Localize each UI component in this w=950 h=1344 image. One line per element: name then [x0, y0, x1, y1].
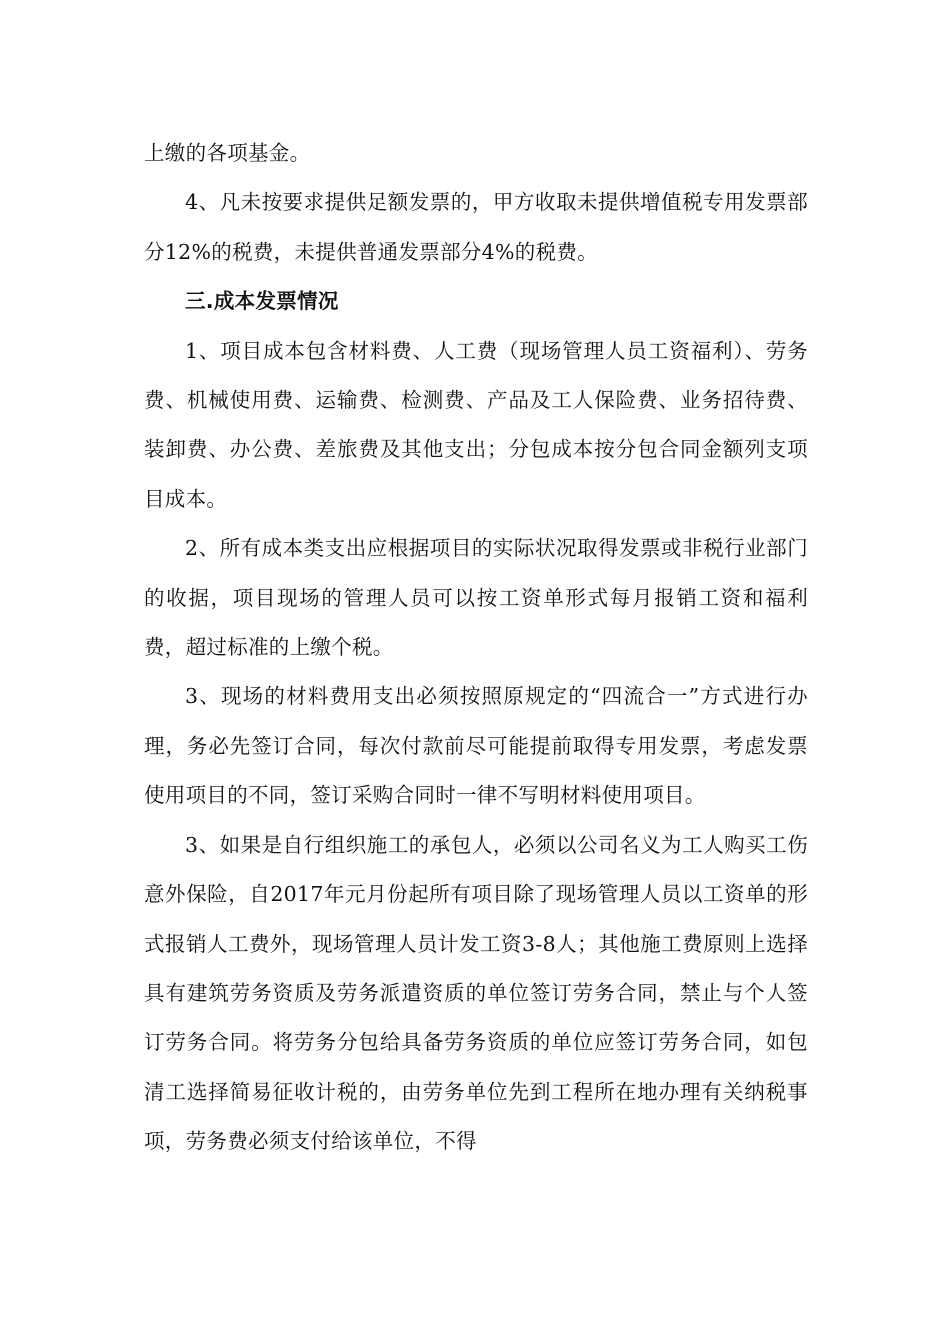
- paragraph-cost-item-3-materials: 3、现场的材料费用支出必须按照原规定的“四流合一”方式进行办理，务必先签订合同，每次付款前尽可能提前取得专用发票，考虑发票使用项目的不同，签订采购合同时一律不写明材料使用项目。: [144, 684, 808, 808]
- paragraph-cost-item-2: 2、所有成本类支出应根据项目的实际状况取得发票或非税行业部门的收据，项目现场的管理人员可以按工资单形式每月报销工资和福利费，超过标准的上缴个税。: [144, 536, 808, 660]
- document-body: [144, 129, 808, 1167]
- section-heading-cost-invoice: 三.成本发票情况: [185, 289, 339, 314]
- paragraph-cost-item-1: 1、项目成本包含材料费、人工费（现场管理人员工资福利）、劳务费、机械使用费、运输费、检测费、产品及工人保险费、业务招待费、装卸费、办公费、差旅费及其他支出；分包成本按分包合同金额列支项目成本。: [144, 338, 808, 511]
- paragraph-cost-item-3-labor: 3、如果是自行组织施工的承包人，必须以公司名义为工人购买工伤意外保险，自2017年元月份起所有项目除了现场管理人员以工资单的形式报销人工费外，现场管理人员计发工资3-8人；其他施工费原则上选择具有建筑劳务资质及劳务派遣资质的单位签订劳务合同，禁止与个人签订劳务合同。将劳务分包给具备劳务资质的单位应签订劳务合同，如包清工选择简易征收计税的，由劳务单位先到工程所在地办理有关纳税事项，劳务费必须支付给该单位，不得: [144, 832, 808, 1154]
- paragraph-item-4-invoice: 4、凡未按要求提供足额发票的，甲方收取未提供增值税专用发票部分12%的税费，未提供普通发票部分4%的税费。: [144, 190, 808, 264]
- paragraph-fund-continuation: 上缴的各项基金。: [144, 141, 311, 165]
